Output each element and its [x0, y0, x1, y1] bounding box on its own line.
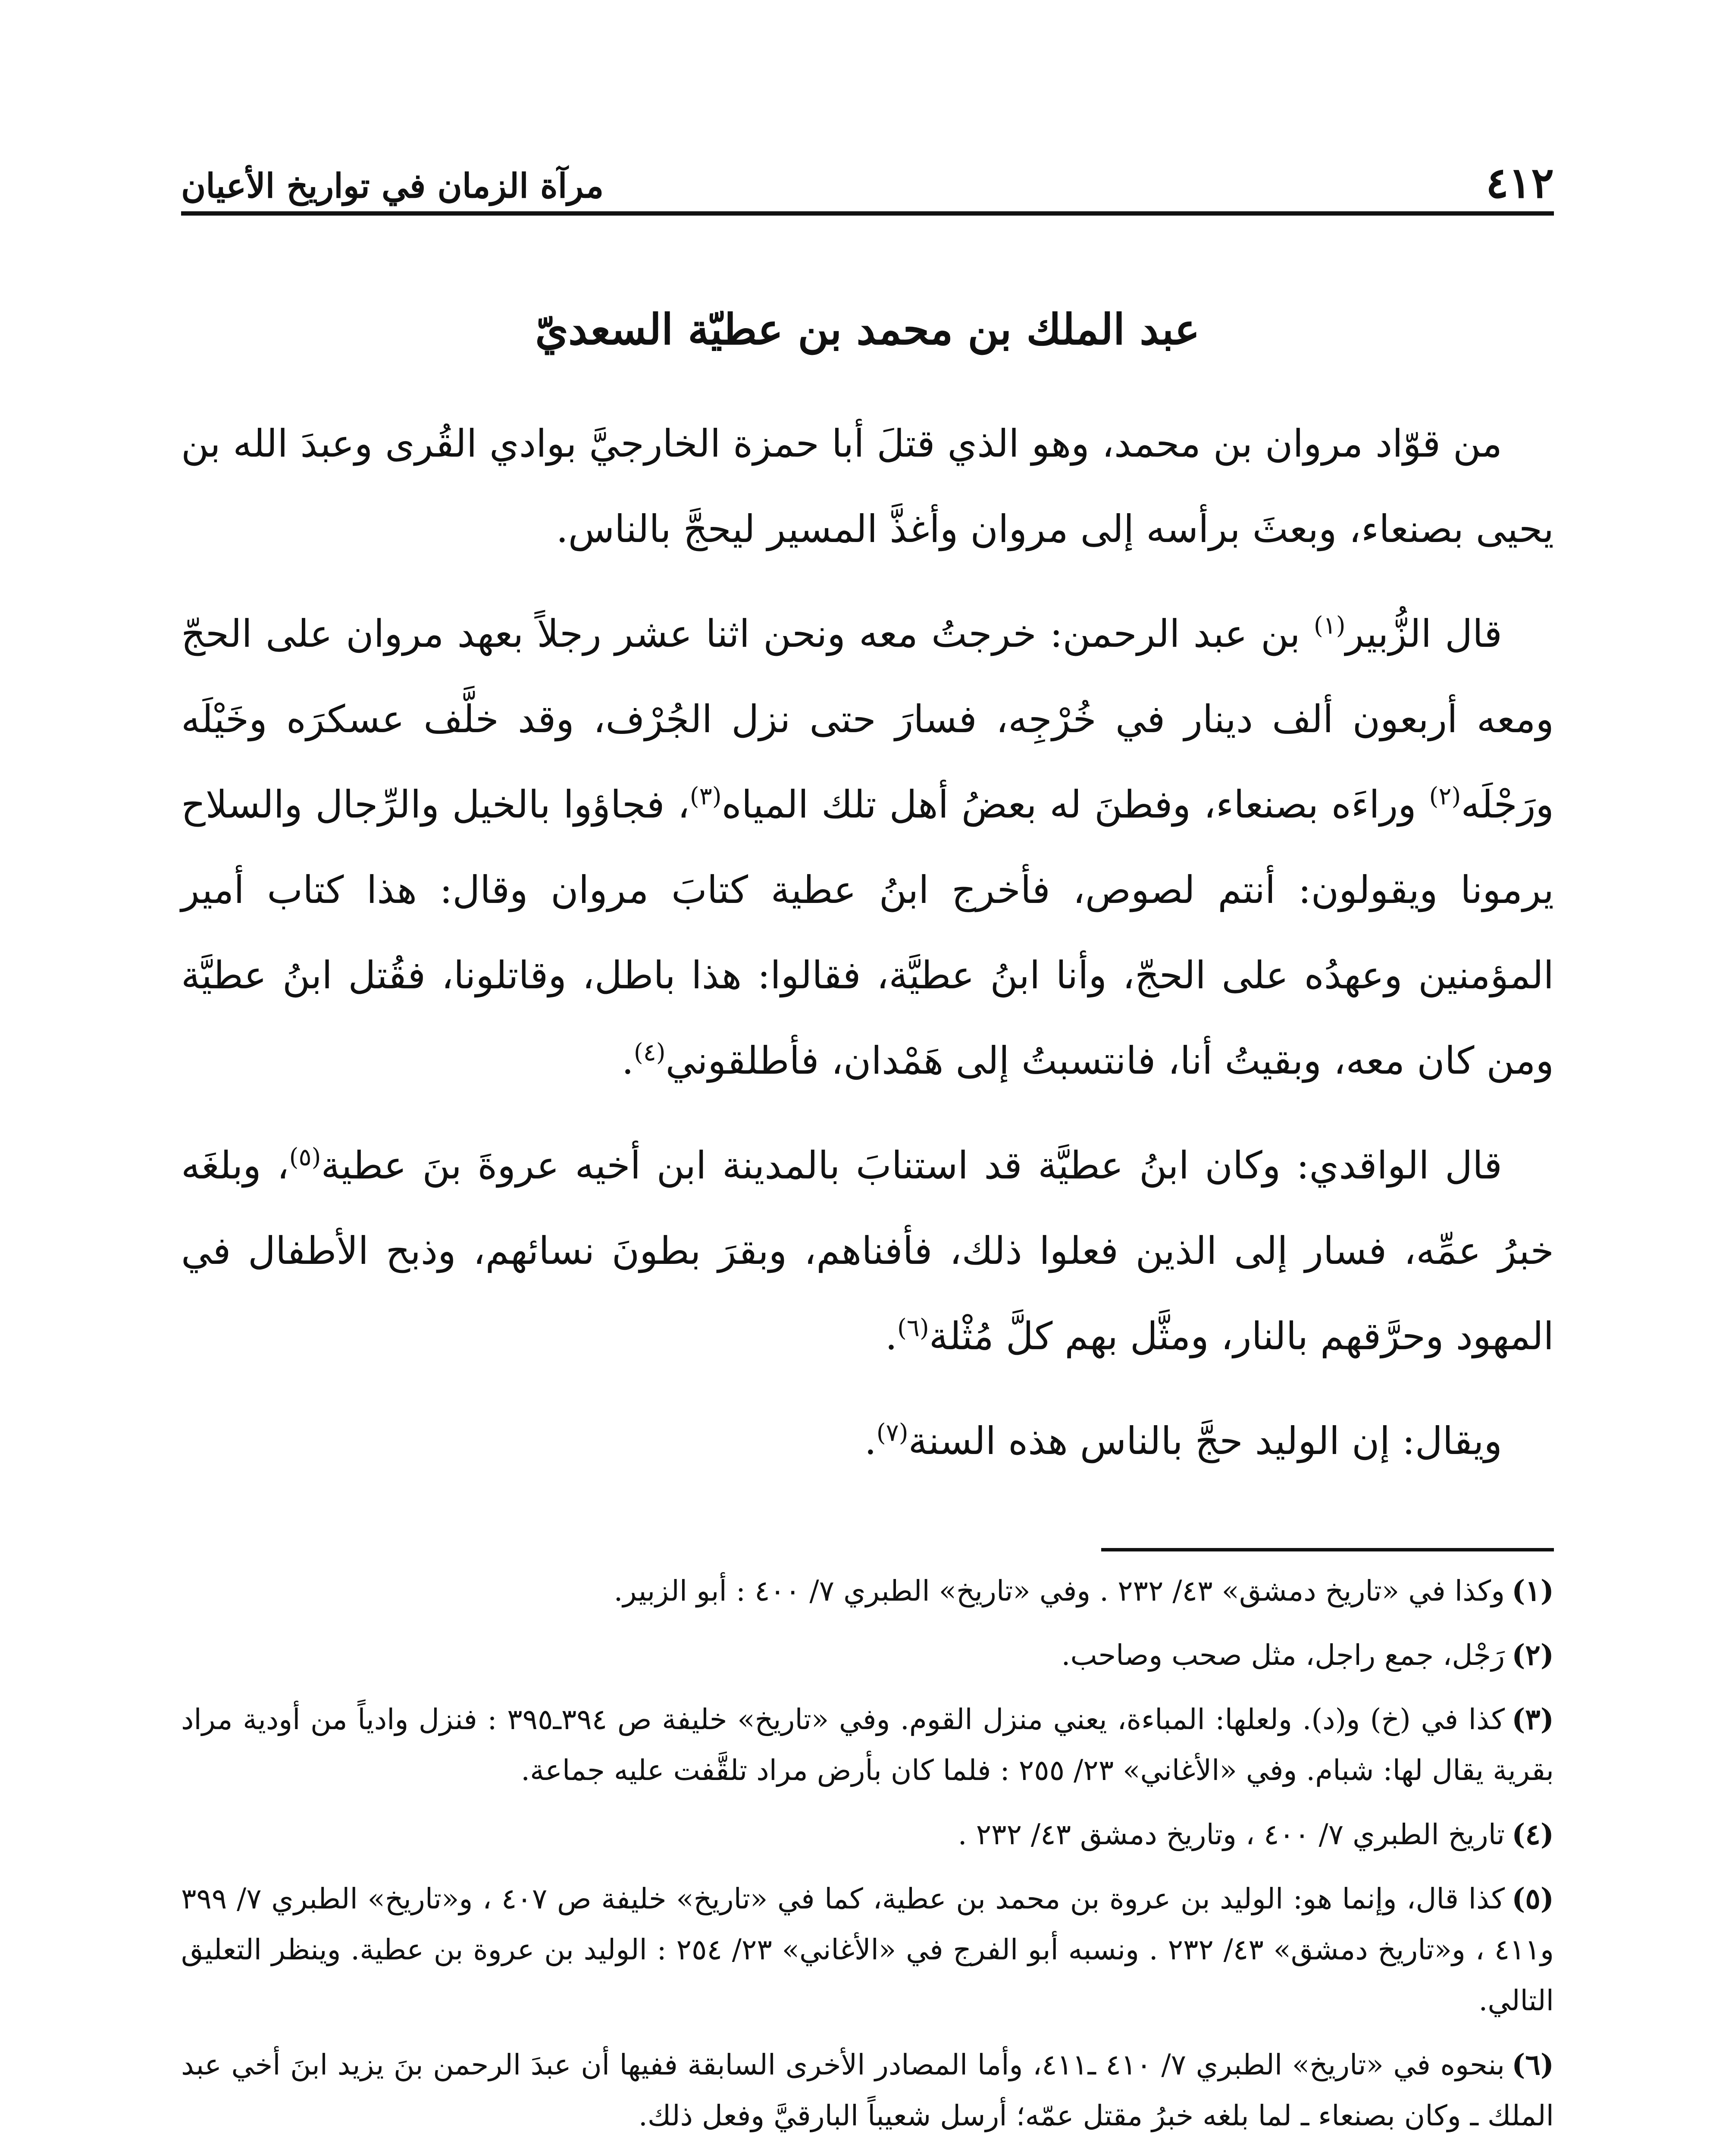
paragraph-text: وراءَه بصنعاء، وفطنَ له بعضُ أهل تلك المياه	[721, 782, 1429, 827]
footnote-text: بنحوه في «تاريخ» الطبري ٧/ ٤١٠ ـ٤١١، وأما المصادر الأخرى السابقة ففيها أن عبدَ الرحمن بنَ يزيد ابنَ أخي عبد الملك ـ وكان بصنعاء ـ لما بلغه خبرُ مقتل عمّه؛ أرسل شعيباً البارقيَّ وفعل ذلك.	[181, 2048, 1554, 2132]
footnote-text: كذا في (خ) و(د). ولعلها: المباءة، يعني منزل القوم. وفي «تاريخ» خليفة ص ٣٩٤ـ٣٩٥ : فنزل وادياً من أودية مراد بقرية يقال لها: شبام. وفي «الأغاني» ٢٣/ ٢٥٥ : فلما كان بأرض مراد تلقَّفت عليه جماعة.	[181, 1703, 1554, 1787]
footnote-7	[181, 2154, 1554, 2156]
footnote-marker-6: (٦)	[897, 1314, 929, 1342]
body-text	[181, 401, 1554, 1503]
footnote-text: وكذا في «تاريخ دمشق» ٤٣/ ٢٣٢ . وفي «تاريخ» الطبري ٧/ ٤٠٠ : أبو الزبير.	[614, 1574, 1505, 1608]
footnote-number: (١)	[1512, 1574, 1554, 1608]
paragraph-text: قال الواقدي: وكان ابنُ عطيَّة قد استنابَ بالمدينة ابن أخيه عروةَ بنَ عطية	[321, 1143, 1502, 1188]
footnote-number: (٤)	[1512, 1818, 1554, 1851]
paragraph-1	[181, 401, 1554, 572]
footnote-marker-3: (٣)	[689, 782, 722, 811]
footnote-marker-5: (٥)	[289, 1143, 321, 1172]
paragraph-3	[181, 1123, 1554, 1379]
paragraph-text: ، وبلغَه خبرُ عمِّه، فسار إلى الذين فعلوا ذلك، فأفناهم، وبقرَ بطونَ نسائهم، وذبح الأطفال في المهود وحرَّقهم بالنار، ومثَّل بهم كلَّ مُثْلة	[181, 1143, 1554, 1358]
footnote-marker-7: (٧)	[876, 1419, 908, 1447]
footnote-text: تاريخ الطبري ٧/ ٤٠٠ ، وتاريخ دمشق ٤٣/ ٢٣٢ .	[958, 1818, 1505, 1851]
paragraph-text: .	[864, 1419, 877, 1463]
paragraph-text: من قوّاد مروان بن محمد، وهو الذي قتلَ أبا حمزة الخارجيَّ بوادي القُرى وعبدَ الله بن يحيى بصنعاء، وبعثَ برأسه إلى مروان وأغذَّ المسير ليحجَّ بالناس.	[181, 421, 1554, 551]
footnote-text: كذا قال، وإنما هو: الوليد بن عروة بن محمد بن عطية، كما في «تاريخ» خليفة ص ٤٠٧ ، و«تاريخ» الطبري ٧/ ٣٩٩ و٤١١ ، و«تاريخ دمشق» ٤٣/ ٢٣٢ . ونسبه أبو الفرج في «الأغاني» ٢٣/ ٢٥٤ : الوليد بن عروة بن عطية. وينظر التعليق التالي.	[181, 1882, 1554, 2017]
footnote-number: (٦)	[1512, 2048, 1554, 2081]
footnote-3	[181, 1694, 1554, 1796]
paragraph-2	[181, 591, 1554, 1103]
footnote-marker-1: (١)	[1313, 611, 1346, 640]
paragraph-text: .	[885, 1314, 897, 1358]
paragraph-text: ، فجاؤوا بالخيل والرِّجال والسلاح يرمونا ويقولون: أنتم لصوص، فأخرج ابنُ عطية كتابَ مروان وقال: هذا كتاب أمير المؤمنين وعهدُه على الحجّ، وأنا ابنُ عطيَّة، فقالوا: هذا باطل، وقاتلونا، فقُتل ابنُ عطيَّة ومن كان معه، وبقيتُ أنا، فانتسبتُ إلى هَمْدان، فأطلقوني	[181, 782, 1554, 1083]
footnote-4	[181, 1809, 1554, 1860]
entry-title: عبد الملك بن محمد بن عطيّة السعديّ	[535, 305, 1200, 354]
running-header	[181, 155, 1554, 216]
book-title: مرآة الزمان في تواريخ الأعيان	[181, 166, 604, 206]
footnotes	[181, 1565, 1554, 2156]
footnote-marker-2: (٢)	[1429, 782, 1461, 811]
paragraph-lead: قال الزُّبير	[1345, 611, 1502, 656]
paragraph-4	[181, 1398, 1554, 1484]
footnote-2	[181, 1630, 1554, 1681]
footnote-number: (٣)	[1512, 1702, 1554, 1736]
paragraph-text: .	[621, 1038, 634, 1083]
paragraph-text: بن عبد الرحمن: خرجتُ معه ونحن اثنا عشر رجلاً بعهد مروان على الحجّ ومعه أربعون ألف دينار في خُرْجِه، فسارَ حتى نزل الجُرْف، وقد خلَّف عسكرَه وخَيْلَه ورَجْلَه	[181, 611, 1554, 827]
footnote-number: (٥)	[1512, 1882, 1554, 1915]
footnote-1	[181, 1565, 1554, 1617]
footnote-6	[181, 2039, 1554, 2141]
footnote-separator	[1101, 1548, 1554, 1551]
footnote-number: (٢)	[1512, 1638, 1554, 1672]
paragraph-text: ويقال: إن الوليد حجَّ بالناس هذه السنة	[908, 1419, 1502, 1463]
page-number: ٤١٢	[1486, 158, 1554, 208]
footnote-text: رَجْل، جمع راجل، مثل صحب وصاحب.	[1061, 1639, 1505, 1672]
footnote-5	[181, 1873, 1554, 2026]
footnote-marker-4: (٤)	[633, 1038, 666, 1067]
